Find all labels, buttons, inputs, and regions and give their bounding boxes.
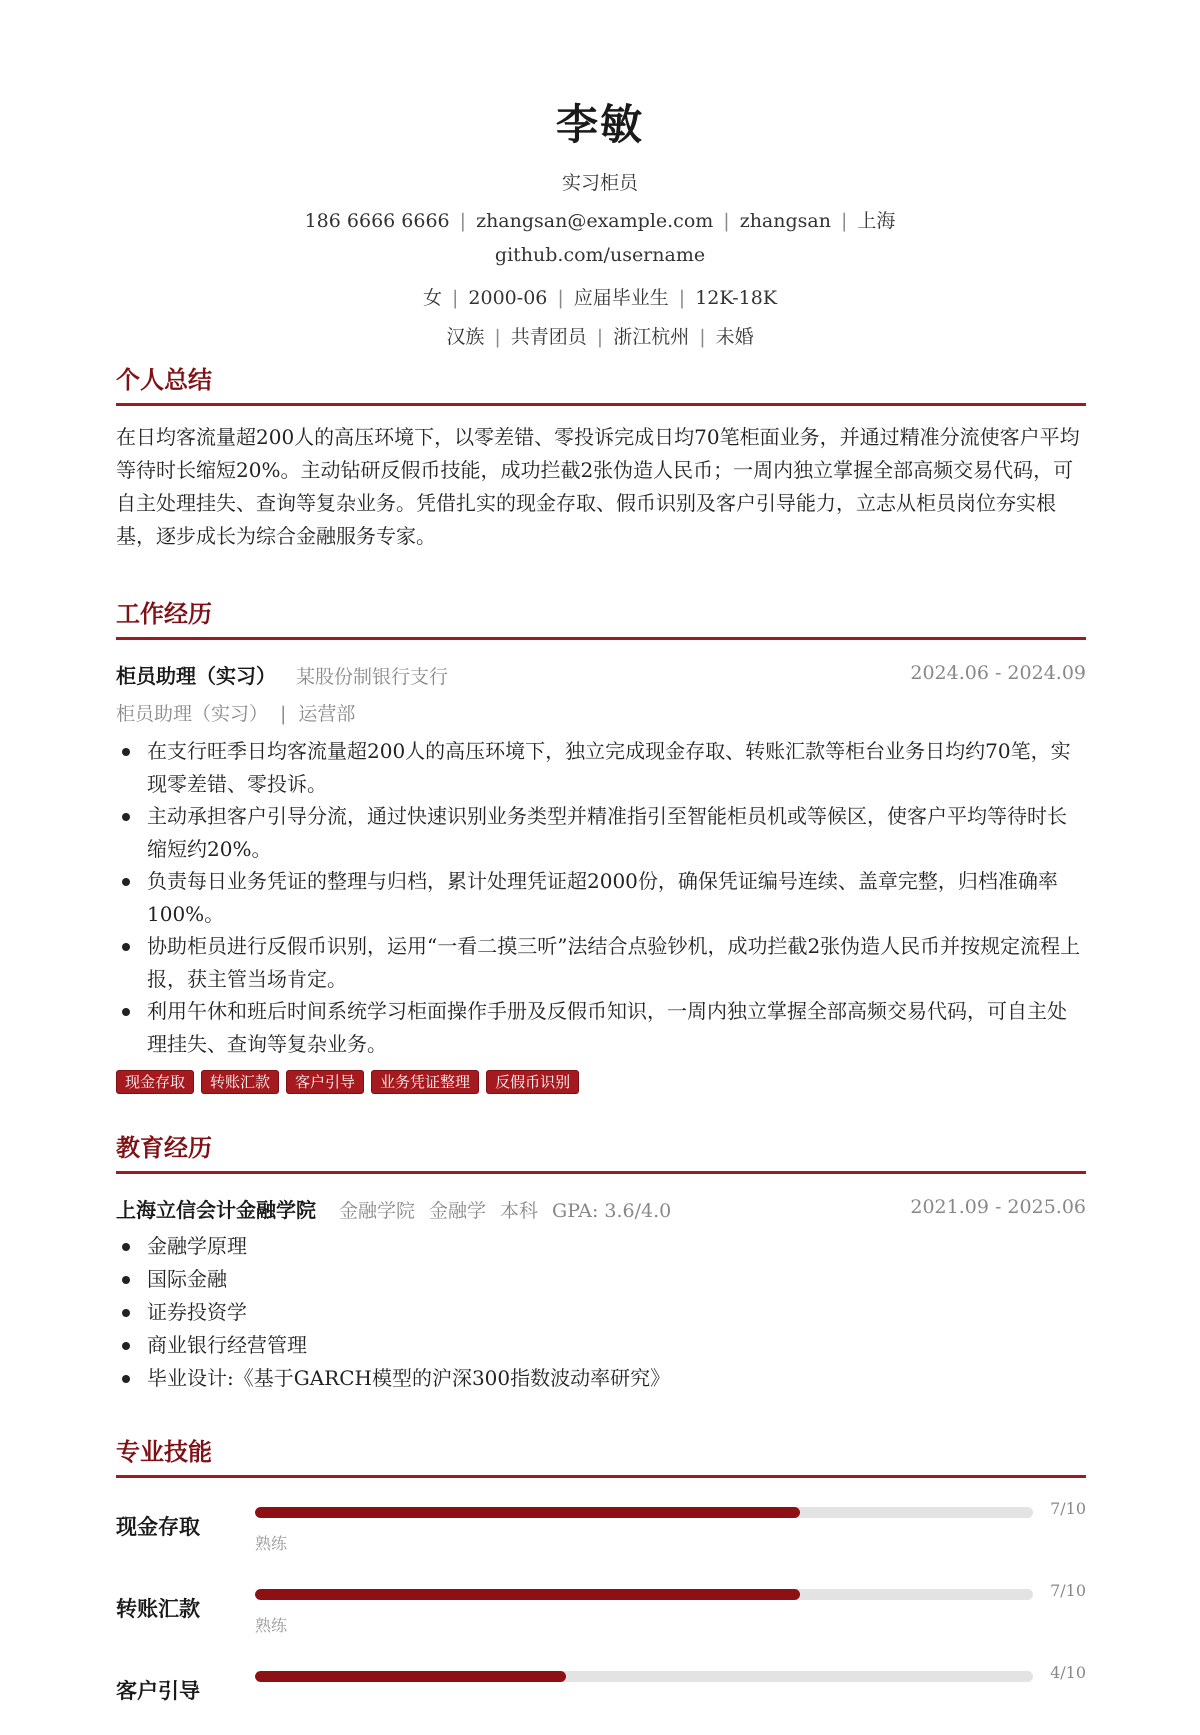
skill-tag: 客户引导 [286,1070,364,1094]
ethnicity: 汉族 [446,326,485,348]
bullet-text: 协助柜员进行反假币识别，运用“一看二摸三听”法结合点验钞机，成功拦截2张伪造人民币并按规定流程上报，获主管当场肯定。 [147,934,1081,991]
work-subtitle [116,699,355,726]
education-meta [339,1196,685,1223]
list-item [116,1329,1086,1362]
course-list [116,1230,1086,1395]
skill-score: 7/10 [1050,1581,1086,1600]
section-divider [116,403,1086,406]
work-position: 柜员助理（实习） [116,664,276,688]
salary: 12K-18K [695,287,777,309]
separator: | [678,287,686,309]
bullet-icon [122,1276,130,1284]
basics-line [0,283,1200,310]
section-title-education: 教育经历 [116,1133,212,1162]
skill-progress-fill [255,1507,800,1518]
list-item [116,995,1086,1060]
website-link[interactable]: github.com/username [494,244,706,266]
hometown: 浙江杭州 [613,326,690,348]
section-title-summary: 个人总结 [116,365,212,394]
list-item [116,800,1086,865]
candidate-name: 李敏 [555,100,644,149]
list-item [116,930,1086,995]
skill-tag: 转账汇款 [201,1070,279,1094]
skill-row [116,1501,1086,1571]
marital-status: 未婚 [715,326,754,348]
bullet-icon [122,813,130,821]
email: zhangsan@example.com [476,210,714,232]
bullet-icon [122,1008,130,1016]
status: 应届毕业生 [573,287,669,309]
skill-name: 现金存取 [116,1514,200,1539]
section-title-skills: 专业技能 [116,1437,212,1466]
gender: 女 [423,287,443,309]
section-divider [116,637,1086,640]
section-divider [116,1475,1086,1478]
skill-name: 转账汇款 [116,1596,200,1621]
wechat: zhangsan [739,210,831,232]
separator: | [840,210,848,232]
skill-progress-track [255,1507,1033,1518]
work-bullet-list [116,735,1086,1060]
course-text: 毕业设计:《基于GARCH模型的沪深300指数波动率研究》 [147,1366,671,1390]
skill-score: 4/10 [1050,1663,1086,1682]
course-text: 国际金融 [147,1267,227,1291]
skill-tag: 现金存取 [116,1070,194,1094]
political-status: 共青团员 [510,326,587,348]
bullet-icon [122,1309,130,1317]
bullet-text: 利用午休和班后时间系统学习柜面操作手册及反假币知识，一周内独立掌握全部高频交易代码，可自主处理挂失、查询等复杂业务。 [147,999,1067,1056]
degree: 本科 [500,1200,539,1222]
phone: 186 6666 6666 [304,210,450,232]
work-role: 柜员助理（实习） [116,703,269,725]
list-item [116,1296,1086,1329]
separator: | [557,287,564,309]
course-text: 商业银行经营管理 [147,1333,307,1357]
list-item [116,1362,1086,1395]
skill-progress-fill [255,1671,566,1682]
major: 金融学 [429,1200,487,1222]
skill-name: 客户引导 [116,1678,200,1703]
separator: | [494,326,501,348]
skill-level: 熟练 [255,1616,288,1635]
bullet-icon [122,878,130,886]
separator: | [452,287,459,309]
bullet-icon [122,943,130,951]
work-date: 2024.06 - 2024.09 [910,662,1086,684]
bullet-icon [122,1375,130,1383]
birth-date: 2000-06 [468,287,548,309]
school-name: 上海立信会计金融学院 [116,1198,316,1222]
contact-line [0,206,1200,233]
skill-progress-fill [255,1589,800,1600]
job-title: 实习柜员 [561,172,638,194]
skill-row [116,1583,1086,1653]
course-text: 金融学原理 [147,1234,247,1258]
bullet-text: 在支行旺季日均客流量超200人的高压环境下，独立完成现金存取、转账汇款等柜台业务日均约70笔，实现零差错、零投诉。 [147,739,1071,796]
skill-progress-track [255,1671,1033,1682]
skill-row [116,1665,1086,1735]
college: 金融学院 [339,1200,416,1222]
list-item [116,865,1086,930]
bullet-text: 负责每日业务凭证的整理与归档，累计处理凭证超2000份，确保凭证编号连续、盖章完整，归档准确率100%。 [147,869,1058,926]
section-title-work: 工作经历 [116,599,212,628]
skill-tag: 反假币识别 [486,1070,579,1094]
work-department: 运营部 [298,703,356,725]
list-item [116,1263,1086,1296]
skill-score: 7/10 [1050,1499,1086,1518]
separator: | [723,210,730,232]
separator: | [596,326,604,348]
separator: | [699,326,706,348]
separator: | [280,703,287,725]
list-item [116,735,1086,800]
skill-level: 熟练 [255,1534,288,1553]
skill-tag: 业务凭证整理 [371,1070,479,1094]
course-text: 证券投资学 [147,1300,247,1324]
gpa: GPA: 3.6/4.0 [552,1200,672,1222]
list-item [116,1230,1086,1263]
website-line [0,244,1200,266]
extra-line [0,322,1200,349]
skill-tags [116,1070,579,1094]
education-date: 2021.09 - 2025.06 [910,1196,1086,1218]
skill-progress-track [255,1589,1033,1600]
section-divider [116,1171,1086,1174]
bullet-text: 主动承担客户引导分流，通过快速识别业务类型并精准指引至智能柜员机或等候区，使客户平均等待时长缩短约20%。 [147,804,1067,861]
bullet-icon [122,1342,130,1350]
bullet-icon [122,1243,130,1251]
separator: | [459,210,467,232]
summary-text: 在日均客流量超200人的高压环境下，以零差错、零投诉完成日均70笔柜面业务，并通过精准分流使客户平均等待时长缩短20%。主动钻研反假币技能，成功拦截2张伪造人民币；一周内独立掌握全部高频交易代码，可自主处理挂失、查询等复杂业务。凭借扎实的现金存取、假币识别及客户引导能力，立志从柜员岗位夯实根基，逐步成长为综合金融服务专家。 [116,425,1080,548]
bullet-icon [122,748,130,756]
city: 上海 [857,210,896,232]
work-company: 某股份制银行支行 [296,666,449,688]
